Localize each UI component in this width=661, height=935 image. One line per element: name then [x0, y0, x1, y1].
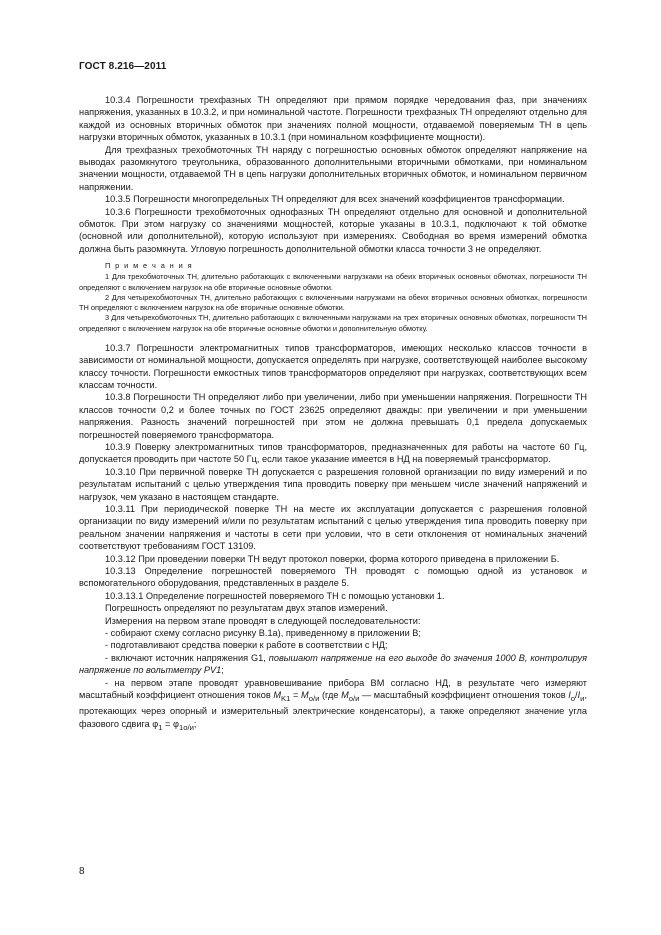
paragraph: 10.3.6 Погрешности трехобмоточных однофазных ТН определяют отдельно для основной и дополнительной обмоток. При этом нагрузку со значениями мощностей, которые указаны в 10.3.1, подключают к той обмотке (основной или дополнительной), которую используют при измерениях. Свободная во время измерений обмотка должна быть разомкнута. Угловую погрешность дополнительной обмотки класса точности 3 не определяют. [79, 206, 587, 254]
italic-text: повышают напряжение на его выходе до значения 1000 В, контролируя напряжение по вольтметру PV1 [79, 652, 587, 676]
paragraph: 10.3.13 Определение погрешностей поверяемого ТН проводят с помощью одной из установок и вспомогательного оборудования, представленных в разделе 5. [79, 566, 587, 589]
paragraph: 10.3.7 Погрешности электромагнитных типов трансформаторов, имеющих несколько классов точности в зависимости от номинальной мощности, допускается определять при нагрузке, соответствующей наиболее высокому классу точности. Погрешности емкостных типов трансформаторов определяют при нагрузках, соответствующих всем классам точности. [79, 342, 587, 390]
notes-title: П р и м е ч а н и я [105, 261, 193, 271]
paragraph: 10.3.13.1 Определение погрешностей поверяемого ТН с помощью установки 1. [105, 590, 445, 601]
page-number: 8 [79, 866, 85, 877]
note-item: 2 Для четырехобмоточных ТН, длительно работающих с включенными нагрузками на обеих вторичных основных обмотках, погрешности ТН определяют с включением нагрузок на обе вторичные основные обмотки. [79, 292, 587, 313]
paragraph: 10.3.11 При периодической поверке ТН на месте их эксплуатации допускается с разрешения головной организации по виду измерений и/или по результатам испытаний с целью утверждения типа проводить поверку при реальном значении напряжения и частоты в сети при условии, что в сети отклонения от номинальных значений соответствуют требованиям ГОСТ 13109. [79, 503, 587, 552]
note-item: 3 Для четырехобмоточных ТН, длительно работающих с включенными нагрузками на трех вторичных основных обмотках, погрешности ТН определяют с включением нагрузок на обе вторичные основные обмотки и дополнительную обмотку. [79, 313, 587, 333]
paragraph: 10.3.4 Погрешности трехфазных ТН определяют при прямом порядке чередования фаз, при значениях напряжения, указанных в 10.3.2, и при номинальной частоте. Погрешности трехфазных ТН определяют отдельно для каждой из основных вторичных обмоток при значениях полной мощности, отдаваемой поверяемым ТН в цепь нагрузки вторичных обмоток, указанных в 10.3.1 (при номинальном коэффициенте мощности). [79, 95, 587, 143]
document-body [79, 94, 587, 734]
paragraph: - собирают схему согласно рисунку В.1а), приведенному в приложении В; [105, 628, 421, 639]
notes-block [79, 261, 587, 333]
paragraph: 10.3.9 Поверку электромагнитных типов трансформаторов, предназначенных для работы на частоте 60 Гц, допускается проводить при частоте 50 Гц, если такое указание имеется в НД на поверяемый трансформатор. [79, 441, 587, 465]
document-header: ГОСТ 8.216—2011 [79, 61, 167, 72]
note-item: 1 Для трехобмоточных ТН, длительно работающих с включенными нагрузками на обеих вторичных основных обмотках, погрешности ТН определяют с включением нагрузок на обе вторичные основные обмотки. [79, 272, 587, 292]
paragraph-measure: - на первом этапе проводят уравновешивание прибора ВМ согласно НД, в результате чего измеряют масштабный коэффициент отношения токов $M_{K1} = M_{о/и}$ (где $M_{о/и}$ — масштабный коэффициент отношения токов $I_о/I_и$, протекающих через опорный и измерительный электрические конденсаторы), а также определяют значение угла фазового сдвига $\varphi_1 = \varphi_{1о/и}$; [79, 677, 587, 732]
paragraph: - подготавливают средства поверки к работе в соответствии с НД; [105, 640, 388, 651]
paragraph: Погрешность определяют по результатам двух этапов измерений. [105, 603, 388, 614]
paragraph: 10.3.10 При первичной поверке ТН допускается с разрешения головной организации по виду измерений и по результатам испытаний с целью утверждения типа проводить поверку при меньшем числе значений напряжений и нагрузок, чем указано в настоящем стандарте. [79, 466, 587, 502]
paragraph: 10.3.8 Погрешности ТН определяют либо при увеличении, либо при уменьшении напряжения. Погрешности ТН классов точности 0,2 и более точных по ГОСТ 23625 определяют дважды: при увеличении и при уменьшении напряжения. Разность значений погрешностей при этом не должна превышать 0,1 предела допускаемых погрешностей поверяемого трансформатора. [79, 392, 587, 440]
paragraph: 10.3.12 При проведении поверки ТН ведут протокол поверки, форма которого приведена в приложении Б. [105, 553, 560, 564]
paragraph: Для трехфазных трехобмоточных ТН наряду с погрешностью основных обмоток определяют напряжение на выводах разомкнутого треугольника, образованного дополнительными вторичными обмотками, при номинальном значении мощности, отдаваемой ТН в цепь нагрузки дополнительных вторичных обмоток, и номинальном первичном напряжении. [79, 144, 587, 192]
paragraph: 10.3.5 Погрешности многопредельных ТН определяют для всех значений коэффициентов трансформации. [105, 194, 565, 205]
paragraph: Измерения на первом этапе проводят в следующей последовательности: [105, 615, 421, 626]
paragraph-g1: - включают источник напряжения G1, повышают напряжение на его выходе до значения 1000 В, контролируя напряжение по вольтметру PV1; [79, 652, 587, 676]
